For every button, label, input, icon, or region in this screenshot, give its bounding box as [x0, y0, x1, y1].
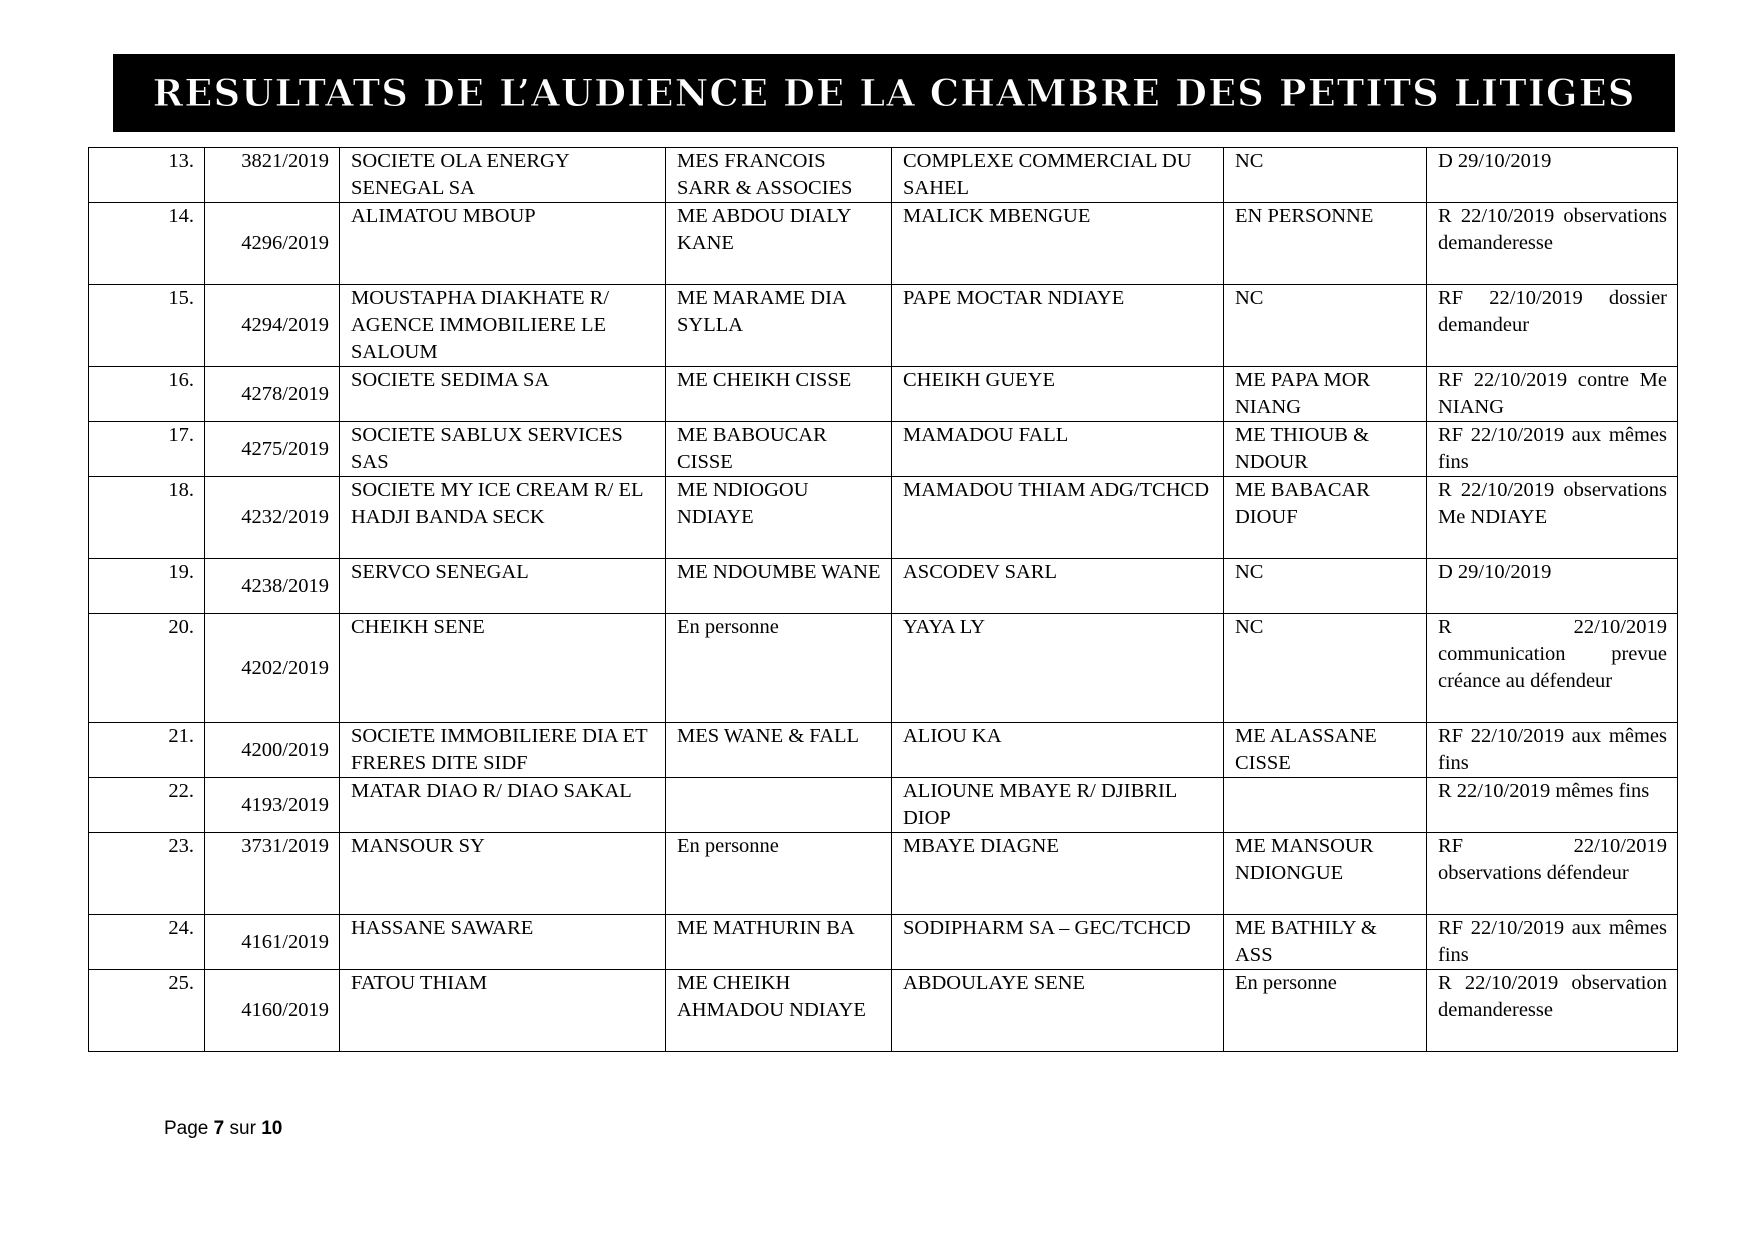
total-page-number: 10	[261, 1118, 283, 1139]
table-row	[89, 833, 1678, 915]
opponent-counsel-cell: ME BABACAR DIOUF	[1224, 477, 1427, 559]
party-cell: ALIMATOU MBOUP	[340, 203, 666, 285]
row-number: 18.	[89, 477, 205, 559]
row-number: 21.	[89, 723, 205, 778]
opponent-counsel-cell: ME THIOUB & NDOUR	[1224, 422, 1427, 477]
row-number: 24.	[89, 915, 205, 970]
table-row	[89, 778, 1678, 833]
case-number: 3731/2019	[205, 833, 340, 915]
opponent-cell: SODIPHARM SA – GEC/TCHCD	[892, 915, 1224, 970]
row-number: 25.	[89, 970, 205, 1052]
page-footer	[164, 1118, 282, 1140]
counsel-cell	[666, 778, 892, 833]
party-cell: HASSANE SAWARE	[340, 915, 666, 970]
case-number: 4278/2019	[205, 367, 340, 422]
page-separator: sur	[224, 1118, 262, 1139]
party-cell: SOCIETE IMMOBILIERE DIA ET FRERES DITE SIDF	[340, 723, 666, 778]
counsel-cell: ME CHEIKH AHMADOU NDIAYE	[666, 970, 892, 1052]
case-number: 3821/2019	[205, 148, 340, 203]
opponent-counsel-cell: NC	[1224, 559, 1427, 614]
opponent-counsel-cell: NC	[1224, 285, 1427, 367]
table-row	[89, 203, 1678, 285]
result-cell: D 29/10/2019	[1427, 148, 1678, 203]
opponent-counsel-cell: ME MANSOUR NDIONGUE	[1224, 833, 1427, 915]
opponent-cell: ALIOUNE MBAYE R/ DJIBRIL DIOP	[892, 778, 1224, 833]
row-number: 23.	[89, 833, 205, 915]
opponent-counsel-cell: ME BATHILY & ASS	[1224, 915, 1427, 970]
opponent-cell: MAMADOU FALL	[892, 422, 1224, 477]
counsel-cell: MES WANE & FALL	[666, 723, 892, 778]
counsel-cell: ME NDOUMBE WANE	[666, 559, 892, 614]
opponent-cell: ALIOU KA	[892, 723, 1224, 778]
counsel-cell: ME CHEIKH CISSE	[666, 367, 892, 422]
opponent-cell: PAPE MOCTAR NDIAYE	[892, 285, 1224, 367]
counsel-cell: ME ABDOU DIALY KANE	[666, 203, 892, 285]
case-number: 4296/2019	[205, 203, 340, 285]
result-cell: R 22/10/2019 observations Me NDIAYE	[1427, 477, 1678, 559]
party-cell: SOCIETE SEDIMA SA	[340, 367, 666, 422]
page-title: RESULTATS DE L’AUDIENCE DE LA CHAMBRE DES PETITS LITIGES	[152, 71, 1636, 115]
counsel-cell: En personne	[666, 614, 892, 723]
party-cell: SOCIETE OLA ENERGY SENEGAL SA	[340, 148, 666, 203]
result-cell: R 22/10/2019 observations demanderesse	[1427, 203, 1678, 285]
row-number: 17.	[89, 422, 205, 477]
result-cell: RF 22/10/2019 aux mêmes fins	[1427, 915, 1678, 970]
title-banner	[113, 54, 1675, 132]
opponent-cell: MBAYE DIAGNE	[892, 833, 1224, 915]
result-cell: RF 22/10/2019 contre Me NIANG	[1427, 367, 1678, 422]
opponent-cell: MAMADOU THIAM ADG/TCHCD	[892, 477, 1224, 559]
row-number: 19.	[89, 559, 205, 614]
table-row	[89, 559, 1678, 614]
counsel-cell: ME BABOUCAR CISSE	[666, 422, 892, 477]
table-row	[89, 148, 1678, 203]
counsel-cell: En personne	[666, 833, 892, 915]
table-row	[89, 477, 1678, 559]
opponent-counsel-cell: ME ALASSANE CISSE	[1224, 723, 1427, 778]
case-number: 4161/2019	[205, 915, 340, 970]
party-cell: MANSOUR SY	[340, 833, 666, 915]
results-table	[88, 147, 1678, 1052]
case-number: 4200/2019	[205, 723, 340, 778]
row-number: 14.	[89, 203, 205, 285]
table-row	[89, 970, 1678, 1052]
table-row	[89, 285, 1678, 367]
page-label: Page	[164, 1118, 214, 1139]
opponent-counsel-cell: NC	[1224, 148, 1427, 203]
row-number: 22.	[89, 778, 205, 833]
case-number: 4294/2019	[205, 285, 340, 367]
party-cell: SOCIETE SABLUX SERVICES SAS	[340, 422, 666, 477]
result-cell: RF 22/10/2019 aux mêmes fins	[1427, 723, 1678, 778]
current-page-number: 7	[213, 1118, 225, 1139]
party-cell: MOUSTAPHA DIAKHATE R/ AGENCE IMMOBILIERE LE SALOUM	[340, 285, 666, 367]
result-cell: R 22/10/2019 mêmes fins	[1427, 778, 1678, 833]
counsel-cell: ME MATHURIN BA	[666, 915, 892, 970]
case-number: 4275/2019	[205, 422, 340, 477]
case-number: 4160/2019	[205, 970, 340, 1052]
opponent-cell: CHEIKH GUEYE	[892, 367, 1224, 422]
row-number: 16.	[89, 367, 205, 422]
opponent-cell: YAYA LY	[892, 614, 1224, 723]
table-row	[89, 367, 1678, 422]
opponent-counsel-cell: NC	[1224, 614, 1427, 723]
result-cell: RF 22/10/2019 aux mêmes fins	[1427, 422, 1678, 477]
row-number: 20.	[89, 614, 205, 723]
case-number: 4238/2019	[205, 559, 340, 614]
result-cell: RF 22/10/2019 observations défendeur	[1427, 833, 1678, 915]
table-row	[89, 723, 1678, 778]
table-row	[89, 915, 1678, 970]
result-cell: R 22/10/2019 communication prevue créance au défendeur	[1427, 614, 1678, 723]
opponent-counsel-cell	[1224, 778, 1427, 833]
opponent-counsel-cell: EN PERSONNE	[1224, 203, 1427, 285]
counsel-cell: MES FRANCOIS SARR & ASSOCIES	[666, 148, 892, 203]
case-number: 4193/2019	[205, 778, 340, 833]
case-number: 4232/2019	[205, 477, 340, 559]
opponent-cell: MALICK MBENGUE	[892, 203, 1224, 285]
table-row	[89, 614, 1678, 723]
counsel-cell: ME MARAME DIA SYLLA	[666, 285, 892, 367]
opponent-counsel-cell: En personne	[1224, 970, 1427, 1052]
row-number: 13.	[89, 148, 205, 203]
opponent-counsel-cell: ME PAPA MOR NIANG	[1224, 367, 1427, 422]
party-cell: SOCIETE MY ICE CREAM R/ EL HADJI BANDA SECK	[340, 477, 666, 559]
result-cell: R 22/10/2019 observation demanderesse	[1427, 970, 1678, 1052]
result-cell: RF 22/10/2019 dossier demandeur	[1427, 285, 1678, 367]
opponent-cell: ASCODEV SARL	[892, 559, 1224, 614]
row-number: 15.	[89, 285, 205, 367]
case-number: 4202/2019	[205, 614, 340, 723]
counsel-cell: ME NDIOGOU NDIAYE	[666, 477, 892, 559]
party-cell: SERVCO SENEGAL	[340, 559, 666, 614]
party-cell: MATAR DIAO R/ DIAO SAKAL	[340, 778, 666, 833]
opponent-cell: ABDOULAYE SENE	[892, 970, 1224, 1052]
party-cell: CHEIKH SENE	[340, 614, 666, 723]
result-cell: D 29/10/2019	[1427, 559, 1678, 614]
opponent-cell: COMPLEXE COMMERCIAL DU SAHEL	[892, 148, 1224, 203]
party-cell: FATOU THIAM	[340, 970, 666, 1052]
table-row	[89, 422, 1678, 477]
